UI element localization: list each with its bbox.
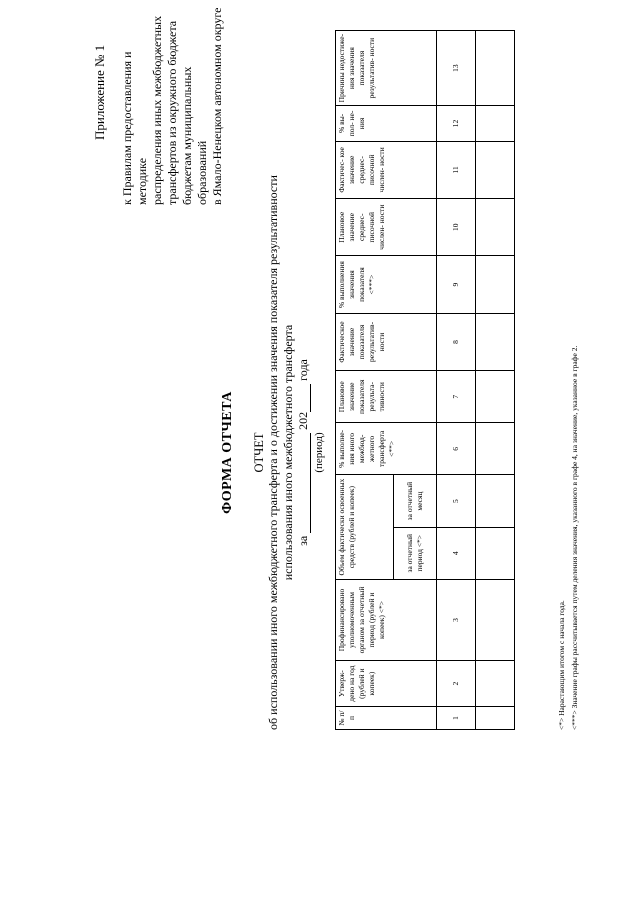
- appendix-subtitle: [120, 5, 225, 205]
- table-row: [476, 31, 515, 730]
- table-cell[interactable]: [476, 106, 515, 141]
- table-cell[interactable]: [476, 707, 515, 730]
- table-cell[interactable]: [476, 199, 515, 256]
- period-suffix: года: [296, 359, 310, 381]
- period-prefix: за: [296, 535, 310, 546]
- footnote: <*> Нарастающим итогом с начала года.: [557, 600, 566, 730]
- report-title: ОТЧЕТ: [252, 432, 266, 473]
- column-number: 5: [437, 475, 476, 527]
- column-number: 11: [437, 141, 476, 198]
- table-cell[interactable]: [476, 579, 515, 660]
- period-caption: (период): [313, 432, 325, 473]
- table-cell[interactable]: [476, 661, 515, 707]
- column-number: 9: [437, 256, 476, 313]
- table-cell[interactable]: [476, 423, 515, 475]
- header-planned-indicator: Плановое значение показателя результа- тивности: [336, 371, 437, 423]
- header-indicator-percent: % выполнения значения показателя <***>: [336, 256, 437, 313]
- header-transfer-percent: % выполне- ния иного межбюд- жетного трансферта <**>: [336, 423, 437, 475]
- column-number: 13: [437, 31, 476, 106]
- appendix-title: Приложение № 1: [92, 44, 107, 140]
- report-description-line-2: использования иного межбюджетного трансферта: [281, 324, 295, 581]
- header-financed: Профинансировано уполномоченным органом за отчетный период (рублей и копеек) <*>: [336, 579, 437, 660]
- table-cell[interactable]: [476, 141, 515, 198]
- report-description-line-1: об использовании иного межбюджетного трансферта и о достижении значения показателя результативности: [266, 175, 280, 730]
- appendix-line: бюджетам муниципальных образований: [180, 66, 209, 205]
- table-cell[interactable]: [476, 371, 515, 423]
- report-period-line: [296, 0, 311, 905]
- table-cell[interactable]: [476, 475, 515, 527]
- year-blank: [298, 384, 311, 412]
- column-number: 2: [437, 661, 476, 707]
- column-number: 1: [437, 707, 476, 730]
- table-cell[interactable]: [476, 31, 515, 106]
- appendix-line: трансфертов из окружного бюджета: [165, 20, 179, 205]
- period-year: 202: [296, 411, 310, 430]
- column-number: 8: [437, 313, 476, 370]
- header-actual-indicator: Фактическое значение показателя результатив- ности: [336, 313, 437, 370]
- header-planned-headcount: Плановое значение среднес- писочной числен- ности: [336, 199, 437, 256]
- appendix-line: к Правилам предоставления и методике: [120, 51, 149, 205]
- column-number-row: [437, 31, 476, 730]
- period-blank: [298, 433, 311, 533]
- header-approved: Утверж- дено на год (рублей и копеек): [336, 661, 437, 707]
- column-number: 6: [437, 423, 476, 475]
- report-table: [335, 30, 515, 730]
- appendix-line: в Ямало-Ненецком автономном округе: [210, 7, 224, 205]
- form-title: ФОРМА ОТЧЕТА: [220, 391, 235, 514]
- footnote: <***> Значение графы рассчитывается путем деления значения, указанного в графе 4, на значение, указанное в графе 2.: [570, 345, 579, 730]
- column-number: 12: [437, 106, 476, 141]
- appendix-line: распределения иных межбюджетных: [150, 15, 164, 205]
- header-headcount-percent: % вы- пол- не- ния: [336, 106, 437, 141]
- column-number: 7: [437, 371, 476, 423]
- table-cell[interactable]: [476, 256, 515, 313]
- table-cell[interactable]: [476, 527, 515, 579]
- header-number: № п/п: [336, 707, 437, 730]
- table-cell[interactable]: [476, 313, 515, 370]
- footnotes: [555, 80, 581, 730]
- column-number: 4: [437, 527, 476, 579]
- header-spent: Объем фактически освоенных средств (рублей и копеек): [336, 475, 394, 579]
- header-spent-period: за отчетный период <*>: [394, 527, 437, 579]
- column-number: 3: [437, 579, 476, 660]
- header-reasons: Причины недостиже- ния значения показателя результатив- ности: [336, 31, 437, 106]
- header-actual-headcount: Фактичес- кое значение среднес- писочной числен- ности: [336, 141, 437, 198]
- header-spent-month: за отчетный месяц: [394, 475, 437, 527]
- column-number: 10: [437, 199, 476, 256]
